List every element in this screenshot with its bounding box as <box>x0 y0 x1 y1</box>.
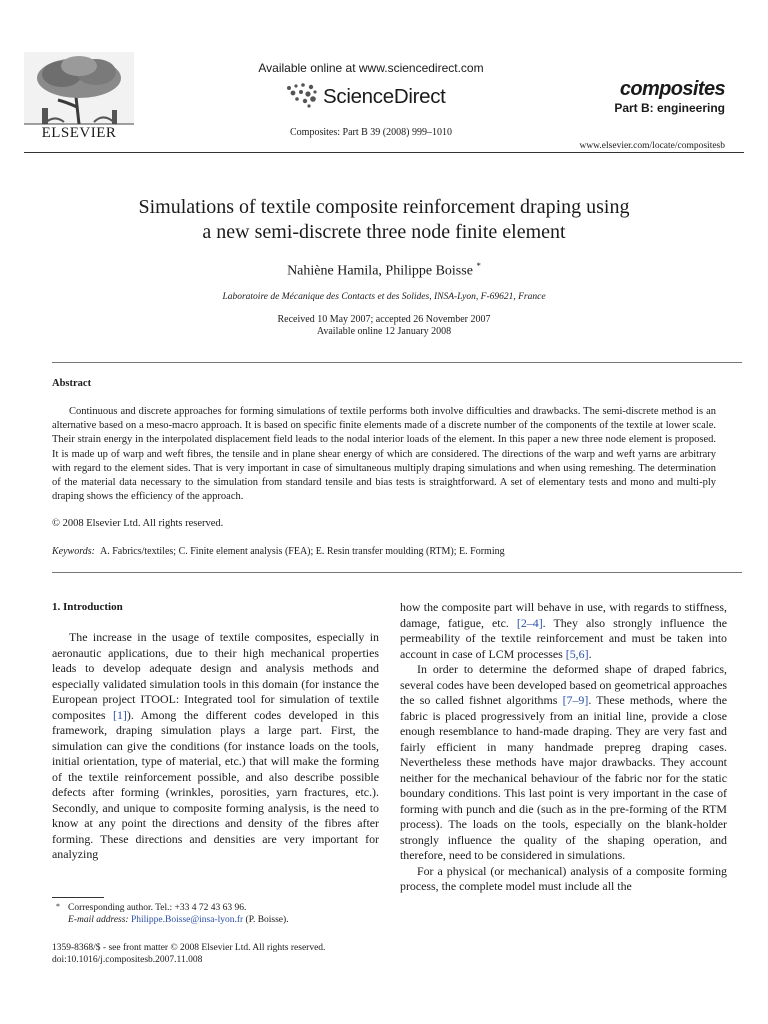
abstract-copyright: © 2008 Elsevier Ltd. All rights reserved. <box>52 518 224 529</box>
affiliation: Laboratoire de Mécanique des Contacts et des Solides, INSA-Lyon, F-69621, France <box>222 292 546 302</box>
sciencedirect-dots-icon <box>283 82 319 108</box>
article-dates: Received 10 May 2007; accepted 26 November 2007 Available online 12 January 2008 <box>277 314 491 337</box>
intro-paragraph-3: For a physical (or mechanical) analysis of a composite forming process, the complete model must include all the <box>400 863 727 893</box>
header-rule <box>24 152 744 153</box>
intro-paragraph-1-cont: how the composite part will behave in use, with regards to stiffness, damage, fatigue, etc. [2–4]. They also strongly influence the permeability of the textile reinforcement and must be taken into account in case of LCM processes [5,6]. <box>400 600 727 661</box>
journal-brand: composites <box>619 78 725 100</box>
journal-subtitle: Part B: engineering <box>614 101 725 115</box>
citation-link[interactable]: [5,6] <box>565 646 589 661</box>
keywords: Keywords: A. Fabrics/textiles; C. Finite element analysis (FEA); E. Resin transfer moulding (RTM); E. Forming <box>52 546 505 557</box>
citation-link[interactable]: [7–9] <box>562 693 589 707</box>
section-heading-introduction: 1. Introduction <box>52 601 123 613</box>
available-online-text[interactable]: Available online at www.sciencedirect.com <box>258 61 484 75</box>
footnote-rule <box>52 897 104 898</box>
journal-url[interactable]: www.elsevier.com/locate/compositesb <box>579 141 725 151</box>
citation-link[interactable]: [2–4] <box>516 615 543 630</box>
issn-line: 1359-8368/$ - see front matter © 2008 Elsevier Ltd. All rights reserved. <box>52 943 326 953</box>
abstract-text: Continuous and discrete approaches for forming simulations of textile performs both involve difficulties and drawbacks. The semi-discrete method is an alternative based on a meso-macro approach. It is based on specific finite elements made of a discrete number of the components of the textile at lower scale. Their strain energy in the interpolated displacement field leads to the nodal interior loads of the element. In this paper a new three node element is proposed. It is made up of warp and weft fibres, the tensile and in plane shear energy of which are considered. The directions of the warp and weft yarns are arbitrary with regard to the element sides. That is very important in case of simultaneous multiply draping simulations and when using remeshing. The determination of the material data necessary to the simulation from standard tensile and bias tests is straightforward. A set of elementary tests and mono and multi-ply draping shows the efficiency of the approach. <box>52 406 716 503</box>
publisher-name: ELSEVIER <box>41 125 117 141</box>
corresponding-author-footnote: * Corresponding author. Tel.: +33 4 72 43 63 96. E-mail address: Philippe.Boisse@insa-lyon.fr (P. Boisse). <box>56 902 289 925</box>
doi-line[interactable]: doi:10.1016/j.compositesb.2007.11.008 <box>52 954 203 965</box>
article-title: Simulations of textile composite reinforcement draping using a new semi-discrete three node finite element <box>138 196 630 243</box>
author-email-link[interactable]: Philippe.Boisse@insa-lyon.fr <box>130 914 244 925</box>
front-matter <box>52 943 392 966</box>
intro-paragraph-2: In order to determine the deformed shape of draped fabrics, several codes have been developed based on geometrical approaches the so called fishnet algorithms [7–9]. These methods, where the fabric is placed progressively from an initial line, provide a close enough resemblance to hand-made draping. They are very fast and fairly efficient in many handmade prepreg draping cases. Nevertheless these methods have major drawbacks. They account neither for the mechanical behaviour of the fabric nor for the static boundary conditions. This last point is very important in the case of forming with punch and die (such as in the pre-forming of the RTM process). The loads on the tools, especially on the blank-holder strongly influence the quality of the shaping operation, and therefore, need to be considered in simulations. <box>400 662 727 862</box>
abstract-heading: Abstract <box>52 378 92 389</box>
body-column-right <box>400 600 727 895</box>
body-column-left <box>52 630 379 863</box>
abstract-top-rule <box>52 362 742 363</box>
abstract-bottom-rule <box>52 572 742 573</box>
authors: Nahiène Hamila, Philippe Boisse * <box>287 261 481 279</box>
citation-link[interactable]: [1] <box>113 707 127 722</box>
intro-paragraph-1: The increase in the usage of textile composites, especially in aeronautic applications, due to their high mechanical properties leads to develop adequate design and analysis methods and especially validated simulation tools in this domain (for instance the European project ITOOL: Integrated tool for simulation of textile composites [1]). Among the different codes developed in this framework, draping simulation plays a large part. First, the simulation can give the conditions (for instance loads on the tools, initial orientation, type of material, etc.) that will make the forming of the textile reinforcement possible, and also describe possible defects after forming (wrinkles, porosities, yarn fractures, etc.). Secondly, and unique to composite forming analysis, is the need to know at any point the directions and density of the fibres after forming. These directions and densities are very important for analyzing <box>52 630 379 861</box>
corresponding-mark[interactable]: * <box>476 261 481 271</box>
sciencedirect-logo: ScienceDirect <box>323 85 446 108</box>
journal-reference: Composites: Part B 39 (2008) 999–1010 <box>290 127 452 138</box>
